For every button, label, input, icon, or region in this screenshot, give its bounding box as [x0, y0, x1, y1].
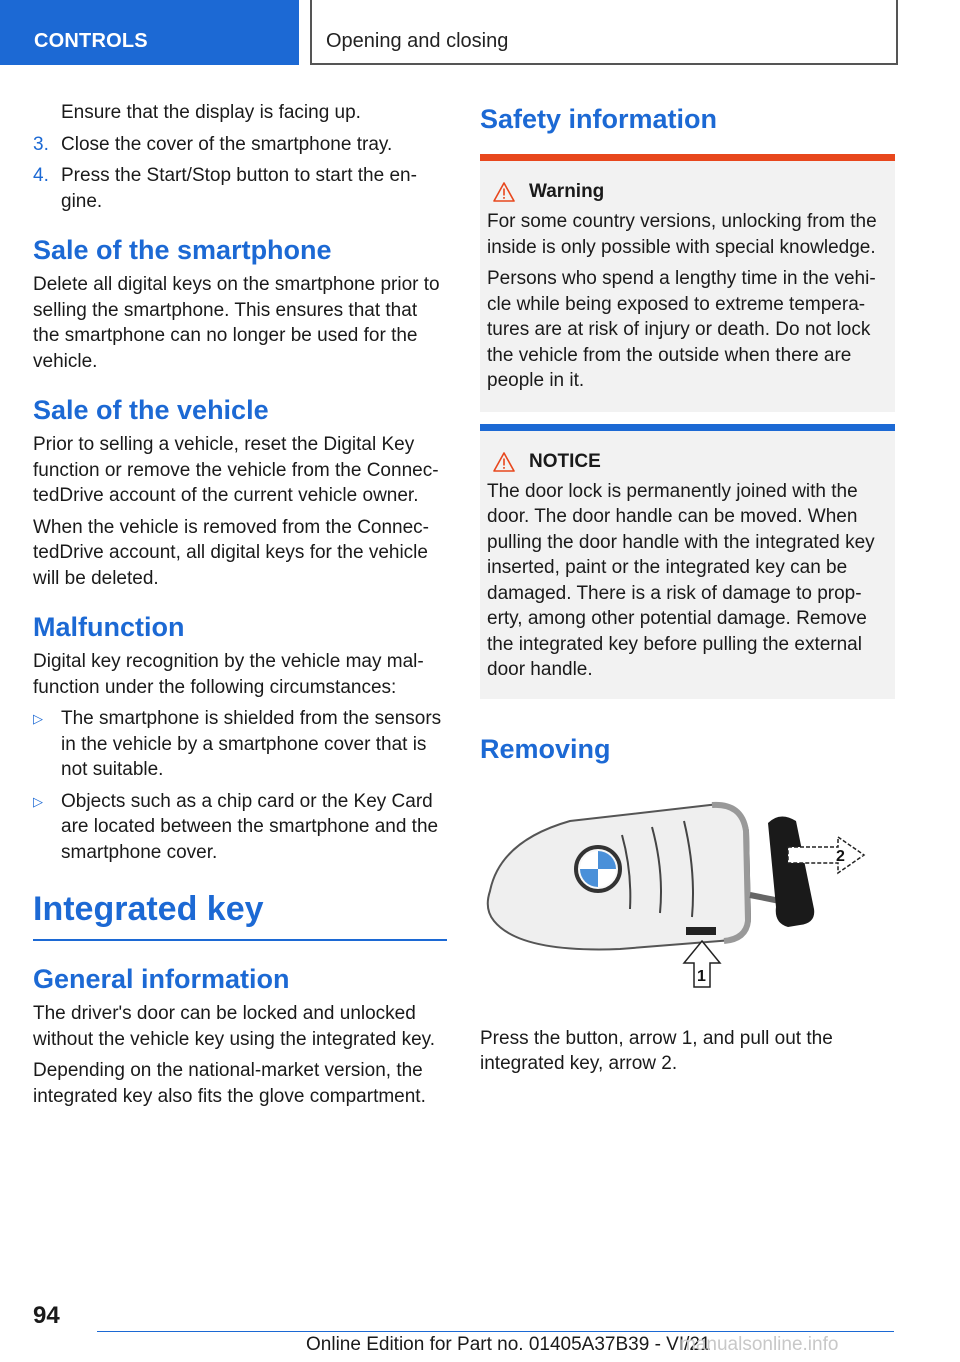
heading-sale-vehicle: Sale of the vehicle	[33, 395, 269, 425]
warning-box	[480, 154, 895, 412]
warning-text-2: Persons who spend a lengthy time in the vehi‐ cle while being exposed to extreme tempera‐ tures are at risk of injury or death. Do not lock the vehicle from the outside when there are people in it.	[487, 268, 876, 391]
heading-safety-information: Safety information	[480, 104, 718, 134]
page-number: 94	[33, 1302, 60, 1329]
integrated-key-illustration	[480, 791, 880, 991]
footer-divider	[97, 1331, 894, 1332]
general-info-text-1: The driver's door can be locked and unlocked without the vehicle key using the integrated key.	[33, 1003, 436, 1050]
list-item	[33, 789, 447, 866]
heading-malfunction: Malfunction	[33, 612, 185, 642]
triangle-bullet-icon: ▷	[33, 793, 43, 809]
sale-vehicle-text-1: Prior to selling a vehicle, reset the Digital Key function or remove the vehicle from the Connec‐ tedDrive account of the current vehicle owner.	[33, 434, 439, 506]
warning-text-1: For some country versions, unlocking from the inside is only possible with special knowledge.	[487, 211, 877, 258]
warning-triangle-icon	[493, 182, 515, 202]
arrow-1-label: 1	[697, 967, 706, 985]
chapter-header	[310, 0, 898, 65]
triangle-bullet-icon: ▷	[33, 711, 43, 726]
arrow-2-label: 2	[836, 847, 845, 865]
step-item	[33, 132, 447, 158]
watermark-text: manualsonline.info	[680, 1334, 839, 1355]
section-title: CONTROLS	[34, 30, 148, 52]
heading-integrated-key: Integrated key	[33, 887, 447, 941]
notice-title: NOTICE	[529, 450, 601, 472]
step-continuation: Ensure that the display is facing up.	[61, 102, 361, 123]
step-item	[33, 163, 447, 214]
step-text: Close the cover of the smartphone tray.	[61, 133, 393, 155]
malfunction-intro: Digital key recognition by the vehicle may mal‐ function under the following circumstances:	[33, 651, 424, 698]
step-number: 3.	[33, 133, 49, 155]
sale-smartphone-text: Delete all digital keys on the smartphone prior to selling the smartphone. This ensures that that the smartphone can no longer be used for the vehicle.	[33, 274, 440, 372]
notice-text: The door lock is permanently joined with the door. The door handle can be moved. When pulling the door handle with the integrated key inserted, paint or the integrated key can be damaged. There is a risk of damage to prop‐ erty, among other potential damage. Remove the integrated key before pulling the external door handle.	[487, 480, 875, 680]
heading-removing: Removing	[480, 733, 611, 764]
list-item-text: The smartphone is shielded from the sensors in the vehicle by a smartphone cover that is not suitable.	[61, 708, 442, 780]
step-number: 4.	[33, 165, 49, 186]
section-tab	[0, 0, 299, 65]
general-info-text-2: Depending on the national-market version, the integrated key also fits the glove compartment.	[33, 1060, 426, 1107]
chapter-title: Opening and closing	[326, 30, 509, 52]
edition-text: Online Edition for Part no. 01405A37B39 - VI/21	[306, 1334, 711, 1355]
right-column	[480, 100, 895, 1077]
heading-sale-smartphone: Sale of the smartphone	[33, 235, 332, 265]
step-text: Press the Start/Stop button to start the en‐ gine.	[61, 165, 417, 212]
heading-general-information: General information	[33, 964, 290, 994]
warning-title: Warning	[529, 181, 605, 202]
removing-caption: Press the button, arrow 1, and pull out the integrated key, arrow 2.	[480, 1027, 833, 1074]
list-item-text: Objects such as a chip card or the Key Card are located between the smartphone and the smartphone cover.	[61, 790, 439, 863]
notice-box	[480, 424, 895, 699]
bmw-logo-icon	[576, 847, 620, 891]
notice-triangle-icon	[493, 452, 515, 472]
list-item	[33, 706, 447, 783]
left-column	[33, 100, 447, 1115]
notice-header	[487, 451, 887, 473]
warning-header	[487, 181, 887, 203]
sale-vehicle-text-2: When the vehicle is removed from the Connec‐ tedDrive account, all digital keys for the vehicle will be deleted.	[33, 516, 430, 589]
